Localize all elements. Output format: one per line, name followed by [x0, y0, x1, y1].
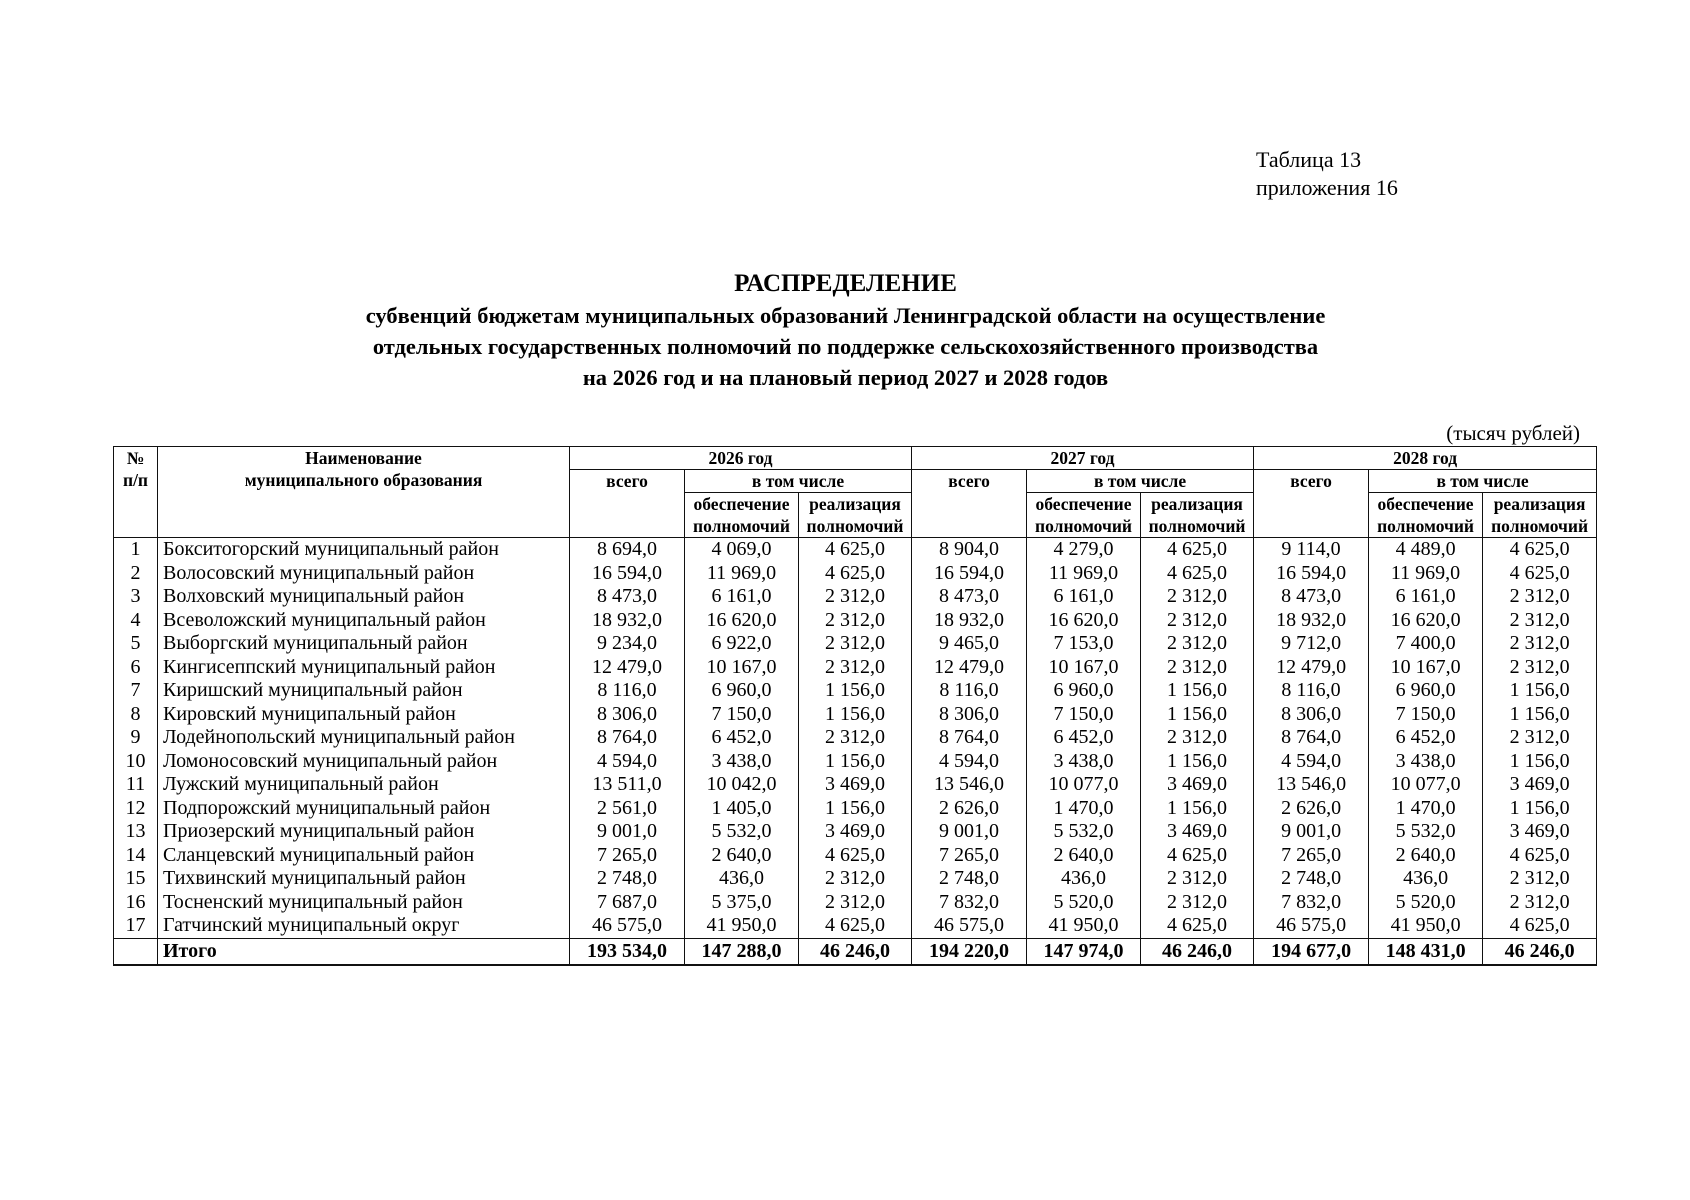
value-cell: 7 265,0 — [570, 844, 685, 868]
total-value-cell: 147 974,0 — [1027, 938, 1141, 965]
value-cell: 7 150,0 — [1369, 703, 1483, 727]
value-cell: 18 932,0 — [912, 609, 1027, 633]
total-label: Итого — [158, 938, 570, 965]
value-cell: 2 312,0 — [1483, 726, 1597, 750]
municipality-name: Ломоносовский муниципальный район — [158, 750, 570, 774]
value-cell: 2 312,0 — [1483, 632, 1597, 656]
value-cell: 2 640,0 — [685, 844, 799, 868]
table-row — [114, 562, 1597, 586]
municipality-name: Приозерский муниципальный район — [158, 820, 570, 844]
table-row — [114, 820, 1597, 844]
value-cell: 3 469,0 — [799, 773, 912, 797]
total-value-cell: 147 288,0 — [685, 938, 799, 965]
value-cell: 10 167,0 — [685, 656, 799, 680]
municipality-name: Лужский муниципальный район — [158, 773, 570, 797]
value-cell: 7 832,0 — [1254, 891, 1369, 915]
value-cell: 1 405,0 — [685, 797, 799, 821]
municipality-name: Всеволожский муниципальный район — [158, 609, 570, 633]
table-row — [114, 844, 1597, 868]
value-cell: 4 625,0 — [1141, 562, 1254, 586]
table-footer — [114, 938, 1597, 965]
value-cell: 8 473,0 — [570, 585, 685, 609]
value-cell: 10 077,0 — [1369, 773, 1483, 797]
value-cell: 6 161,0 — [1369, 585, 1483, 609]
value-cell: 10 167,0 — [1027, 656, 1141, 680]
value-cell: 1 156,0 — [799, 703, 912, 727]
value-cell: 2 312,0 — [1141, 726, 1254, 750]
value-cell: 5 532,0 — [1027, 820, 1141, 844]
value-cell: 2 312,0 — [799, 609, 912, 633]
row-number: 17 — [114, 914, 158, 938]
value-cell: 6 452,0 — [685, 726, 799, 750]
table-row — [114, 609, 1597, 633]
value-cell: 10 167,0 — [1369, 656, 1483, 680]
distribution-table — [113, 446, 1597, 966]
value-cell: 41 950,0 — [1027, 914, 1141, 938]
value-cell: 12 479,0 — [570, 656, 685, 680]
value-cell: 3 469,0 — [1141, 820, 1254, 844]
title-main: РАСПРЕДЕЛЕНИЕ — [734, 270, 957, 297]
header-year-2027: 2027 год — [912, 447, 1254, 470]
value-cell: 7 150,0 — [1027, 703, 1141, 727]
value-cell: 8 764,0 — [1254, 726, 1369, 750]
municipality-name: Лодейнопольский муниципальный район — [158, 726, 570, 750]
title-line-3: на 2026 год и на плановый период 2027 и 2028 годов — [582, 365, 1109, 390]
value-cell: 1 156,0 — [1483, 797, 1597, 821]
municipality-name: Волховский муниципальный район — [158, 585, 570, 609]
value-cell: 3 469,0 — [1483, 773, 1597, 797]
table-row — [114, 585, 1597, 609]
value-cell: 4 625,0 — [1141, 844, 1254, 868]
value-cell: 8 116,0 — [912, 679, 1027, 703]
row-number: 12 — [114, 797, 158, 821]
units-label: (тысяч рублей) — [1446, 421, 1580, 445]
value-cell: 1 156,0 — [799, 797, 912, 821]
value-cell: 9 001,0 — [1254, 820, 1369, 844]
value-cell: 5 532,0 — [685, 820, 799, 844]
table-row — [114, 914, 1597, 938]
municipality-name: Кингисеппский муниципальный район — [158, 656, 570, 680]
municipality-name: Выборгский муниципальный район — [158, 632, 570, 656]
value-cell: 1 156,0 — [799, 679, 912, 703]
value-cell: 6 960,0 — [685, 679, 799, 703]
row-number: 10 — [114, 750, 158, 774]
value-cell: 4 625,0 — [1483, 562, 1597, 586]
value-cell: 8 116,0 — [1254, 679, 1369, 703]
value-cell: 2 640,0 — [1369, 844, 1483, 868]
title-line-1: субвенций бюджетам муниципальных образований Ленинградской области на осуществление — [365, 303, 1326, 328]
total-value-cell: 194 220,0 — [912, 938, 1027, 965]
value-cell: 12 479,0 — [1254, 656, 1369, 680]
value-cell: 1 156,0 — [1141, 797, 1254, 821]
total-value-cell: 194 677,0 — [1254, 938, 1369, 965]
value-cell: 16 620,0 — [1369, 609, 1483, 633]
row-number: 5 — [114, 632, 158, 656]
value-cell: 12 479,0 — [912, 656, 1027, 680]
table-body — [114, 538, 1597, 939]
value-cell: 4 069,0 — [685, 538, 799, 562]
value-cell: 2 561,0 — [570, 797, 685, 821]
value-cell: 2 748,0 — [570, 867, 685, 891]
municipality-name: Подпорожский муниципальный район — [158, 797, 570, 821]
row-number: 3 — [114, 585, 158, 609]
header-name: Наименование муниципального образования — [158, 447, 570, 538]
value-cell: 8 306,0 — [570, 703, 685, 727]
value-cell: 16 594,0 — [570, 562, 685, 586]
value-cell: 2 626,0 — [1254, 797, 1369, 821]
value-cell: 13 546,0 — [1254, 773, 1369, 797]
value-cell: 6 960,0 — [1027, 679, 1141, 703]
total-value-cell: 46 246,0 — [799, 938, 912, 965]
value-cell: 9 001,0 — [570, 820, 685, 844]
value-cell: 7 153,0 — [1027, 632, 1141, 656]
value-cell: 4 625,0 — [1141, 538, 1254, 562]
value-cell: 2 312,0 — [1483, 585, 1597, 609]
title-line-2: отдельных государственных полномочий по поддержке сельскохозяйственного производства — [372, 334, 1319, 359]
value-cell: 16 594,0 — [912, 562, 1027, 586]
value-cell: 4 594,0 — [912, 750, 1027, 774]
value-cell: 2 312,0 — [799, 656, 912, 680]
value-cell: 5 532,0 — [1369, 820, 1483, 844]
value-cell: 6 452,0 — [1027, 726, 1141, 750]
value-cell: 46 575,0 — [1254, 914, 1369, 938]
table-row — [114, 703, 1597, 727]
value-cell: 11 969,0 — [1369, 562, 1483, 586]
value-cell: 8 116,0 — [570, 679, 685, 703]
value-cell: 16 594,0 — [1254, 562, 1369, 586]
value-cell: 4 625,0 — [1483, 914, 1597, 938]
value-cell: 2 312,0 — [1483, 891, 1597, 915]
value-cell: 6 161,0 — [1027, 585, 1141, 609]
value-cell: 1 156,0 — [1483, 679, 1597, 703]
table-caption — [1256, 146, 1398, 202]
table-row — [114, 538, 1597, 562]
value-cell: 16 620,0 — [685, 609, 799, 633]
header-total-2028: всего — [1254, 470, 1369, 538]
value-cell: 7 687,0 — [570, 891, 685, 915]
row-number: 2 — [114, 562, 158, 586]
value-cell: 46 575,0 — [570, 914, 685, 938]
header-number: № п/п — [114, 447, 158, 538]
document-title — [113, 267, 1578, 393]
row-number: 15 — [114, 867, 158, 891]
value-cell: 8 904,0 — [912, 538, 1027, 562]
header-realization-2026: реализация полномочий — [799, 493, 912, 538]
value-cell: 9 465,0 — [912, 632, 1027, 656]
header-realization-2028: реализация полномочий — [1483, 493, 1597, 538]
value-cell: 2 626,0 — [912, 797, 1027, 821]
value-cell: 5 375,0 — [685, 891, 799, 915]
value-cell: 18 932,0 — [1254, 609, 1369, 633]
municipality-name: Кировский муниципальный район — [158, 703, 570, 727]
value-cell: 11 969,0 — [685, 562, 799, 586]
value-cell: 8 764,0 — [570, 726, 685, 750]
caption-appendix: приложения 16 — [1256, 175, 1398, 200]
value-cell: 2 312,0 — [799, 632, 912, 656]
value-cell: 436,0 — [1369, 867, 1483, 891]
value-cell: 4 625,0 — [799, 914, 912, 938]
value-cell: 6 161,0 — [685, 585, 799, 609]
row-number: 11 — [114, 773, 158, 797]
municipality-name: Сланцевский муниципальный район — [158, 844, 570, 868]
value-cell: 1 470,0 — [1369, 797, 1483, 821]
header-year-2026: 2026 год — [570, 447, 912, 470]
header-including-2028: в том числе — [1369, 470, 1597, 493]
value-cell: 3 438,0 — [685, 750, 799, 774]
row-number: 14 — [114, 844, 158, 868]
total-row — [114, 938, 1597, 965]
value-cell: 4 625,0 — [799, 844, 912, 868]
value-cell: 8 306,0 — [1254, 703, 1369, 727]
caption-table-number: Таблица 13 — [1256, 147, 1362, 172]
value-cell: 13 511,0 — [570, 773, 685, 797]
table-row — [114, 797, 1597, 821]
table-row — [114, 773, 1597, 797]
value-cell: 3 469,0 — [1483, 820, 1597, 844]
value-cell: 2 312,0 — [799, 726, 912, 750]
municipality-name: Тосненский муниципальный район — [158, 891, 570, 915]
table-row — [114, 726, 1597, 750]
value-cell: 2 312,0 — [1141, 891, 1254, 915]
value-cell: 8 473,0 — [912, 585, 1027, 609]
value-cell: 10 042,0 — [685, 773, 799, 797]
value-cell: 9 234,0 — [570, 632, 685, 656]
value-cell: 9 114,0 — [1254, 538, 1369, 562]
row-number: 13 — [114, 820, 158, 844]
value-cell: 4 279,0 — [1027, 538, 1141, 562]
value-cell: 3 469,0 — [1141, 773, 1254, 797]
value-cell: 2 312,0 — [1141, 656, 1254, 680]
value-cell: 1 156,0 — [1483, 750, 1597, 774]
row-number: 8 — [114, 703, 158, 727]
total-value-cell: 46 246,0 — [1141, 938, 1254, 965]
header-year-2028: 2028 год — [1254, 447, 1597, 470]
header-provision-2026: обеспечение полномочий — [685, 493, 799, 538]
value-cell: 7 265,0 — [912, 844, 1027, 868]
total-value-cell: 46 246,0 — [1483, 938, 1597, 965]
value-cell: 2 312,0 — [1141, 867, 1254, 891]
total-row-number — [114, 938, 158, 965]
value-cell: 3 469,0 — [799, 820, 912, 844]
value-cell: 2 748,0 — [912, 867, 1027, 891]
value-cell: 1 156,0 — [1141, 703, 1254, 727]
value-cell: 1 156,0 — [799, 750, 912, 774]
value-cell: 16 620,0 — [1027, 609, 1141, 633]
value-cell: 8 764,0 — [912, 726, 1027, 750]
value-cell: 4 625,0 — [799, 538, 912, 562]
value-cell: 11 969,0 — [1027, 562, 1141, 586]
value-cell: 6 960,0 — [1369, 679, 1483, 703]
value-cell: 41 950,0 — [685, 914, 799, 938]
table-row — [114, 679, 1597, 703]
value-cell: 9 001,0 — [912, 820, 1027, 844]
value-cell: 2 748,0 — [1254, 867, 1369, 891]
value-cell: 2 640,0 — [1027, 844, 1141, 868]
value-cell: 2 312,0 — [1483, 609, 1597, 633]
row-number: 9 — [114, 726, 158, 750]
table-row — [114, 891, 1597, 915]
value-cell: 2 312,0 — [799, 867, 912, 891]
value-cell: 9 712,0 — [1254, 632, 1369, 656]
value-cell: 10 077,0 — [1027, 773, 1141, 797]
value-cell: 4 625,0 — [1483, 844, 1597, 868]
value-cell: 8 694,0 — [570, 538, 685, 562]
row-number: 1 — [114, 538, 158, 562]
value-cell: 2 312,0 — [1141, 632, 1254, 656]
value-cell: 5 520,0 — [1027, 891, 1141, 915]
header-total-2027: всего — [912, 470, 1027, 538]
value-cell: 2 312,0 — [1483, 656, 1597, 680]
header-realization-2027: реализация полномочий — [1141, 493, 1254, 538]
value-cell: 4 625,0 — [799, 562, 912, 586]
value-cell: 1 156,0 — [1141, 750, 1254, 774]
value-cell: 8 473,0 — [1254, 585, 1369, 609]
value-cell: 13 546,0 — [912, 773, 1027, 797]
value-cell: 2 312,0 — [799, 585, 912, 609]
value-cell: 7 265,0 — [1254, 844, 1369, 868]
value-cell: 2 312,0 — [1141, 609, 1254, 633]
value-cell: 4 594,0 — [570, 750, 685, 774]
value-cell: 2 312,0 — [799, 891, 912, 915]
table-row — [114, 656, 1597, 680]
value-cell: 6 452,0 — [1369, 726, 1483, 750]
header-including-2026: в том числе — [685, 470, 912, 493]
value-cell: 2 312,0 — [1483, 867, 1597, 891]
municipality-name: Волосовский муниципальный район — [158, 562, 570, 586]
header-provision-2028: обеспечение полномочий — [1369, 493, 1483, 538]
table-row — [114, 867, 1597, 891]
value-cell: 4 625,0 — [1141, 914, 1254, 938]
value-cell: 436,0 — [685, 867, 799, 891]
value-cell: 6 922,0 — [685, 632, 799, 656]
row-number: 7 — [114, 679, 158, 703]
value-cell: 3 438,0 — [1027, 750, 1141, 774]
value-cell: 7 832,0 — [912, 891, 1027, 915]
value-cell: 1 156,0 — [1141, 679, 1254, 703]
value-cell: 4 594,0 — [1254, 750, 1369, 774]
value-cell: 5 520,0 — [1369, 891, 1483, 915]
value-cell: 1 470,0 — [1027, 797, 1141, 821]
value-cell: 4 625,0 — [1483, 538, 1597, 562]
table-row — [114, 750, 1597, 774]
total-value-cell: 193 534,0 — [570, 938, 685, 965]
municipality-name: Гатчинский муниципальный округ — [158, 914, 570, 938]
municipality-name: Тихвинский муниципальный район — [158, 867, 570, 891]
table-header — [114, 447, 1597, 538]
value-cell: 46 575,0 — [912, 914, 1027, 938]
municipality-name: Бокситогорский муниципальный район — [158, 538, 570, 562]
header-including-2027: в том числе — [1027, 470, 1254, 493]
row-number: 16 — [114, 891, 158, 915]
value-cell: 3 438,0 — [1369, 750, 1483, 774]
value-cell: 41 950,0 — [1369, 914, 1483, 938]
total-value-cell: 148 431,0 — [1369, 938, 1483, 965]
value-cell: 7 150,0 — [685, 703, 799, 727]
value-cell: 1 156,0 — [1483, 703, 1597, 727]
value-cell: 4 489,0 — [1369, 538, 1483, 562]
row-number: 4 — [114, 609, 158, 633]
municipality-name: Киришский муниципальный район — [158, 679, 570, 703]
header-total-2026: всего — [570, 470, 685, 538]
table-row — [114, 632, 1597, 656]
value-cell: 8 306,0 — [912, 703, 1027, 727]
value-cell: 18 932,0 — [570, 609, 685, 633]
value-cell: 2 312,0 — [1141, 585, 1254, 609]
value-cell: 7 400,0 — [1369, 632, 1483, 656]
header-provision-2027: обеспечение полномочий — [1027, 493, 1141, 538]
row-number: 6 — [114, 656, 158, 680]
value-cell: 436,0 — [1027, 867, 1141, 891]
